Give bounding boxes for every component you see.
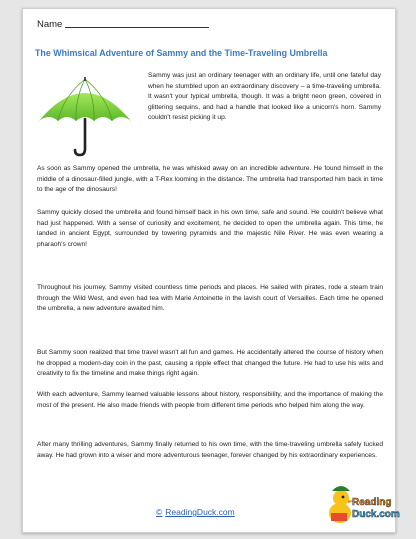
name-input-line[interactable] <box>65 26 209 28</box>
paragraph-2: As soon as Sammy opened the umbrella, he was whisked away on an incredible adventure. He found himself in the middle of a dinosaur-filled jungle, with a T-Rex looming in the distance. The umbrella had transported him back in time to the age of the dinosaurs! <box>37 165 383 194</box>
paragraph-1: Sammy was just an ordinary teenager with an ordinary life, until one fateful day when he stumbled upon an extraordinary discovery – a time-traveling umbrella. It wasn't your typical umbrella, though. It was a bright neon green, covered in glittering sequins, and had a handle that looked like a unicorn's horn. Sammy couldn't resist picking it up. <box>148 72 381 122</box>
logo-text-bottom: Duck.com <box>352 509 400 520</box>
story-title: The Whimsical Adventure of Sammy and the Time-Traveling Umbrella <box>35 48 328 58</box>
paragraph-3: Sammy quickly closed the umbrella and found himself back in his own time, safe and sound. He couldn't believe what had just happened. With a sense of curiosity and excitement, he decided to open the umbrella again. This time, he landed in ancient Egypt, surrounded by towering pyramids and the majestic Nile River. He was even wearing a pharaoh's crown! <box>37 209 383 248</box>
paragraph-7: After many thrilling adventures, Sammy finally returned to his own time, with the time-traveling umbrella safely tucked away. He had grown into a wiser and more adventurous teenager, forever changed by his extraordinary experiences. <box>37 441 383 459</box>
footer-link-row[interactable] <box>156 507 235 517</box>
worksheet-page <box>22 8 400 533</box>
paragraph-5: But Sammy soon realized that time travel wasn't all fun and games. He accidentally altered the course of history when he dropped a modern-day coin in the past, causing a ripple effect that changed the future. He had to use his wits and creativity to fix the timeline and make things right again. <box>37 349 383 378</box>
website-link[interactable]: ReadingDuck.com <box>165 507 235 517</box>
logo-text-top: Reading <box>352 497 392 508</box>
duck-logo-icon <box>327 479 400 527</box>
paragraph-6: With each adventure, Sammy learned valuable lessons about history, responsibility, and the importance of making the most of the present. He also made friends with people from different time periods who helped him along the way. <box>37 391 383 409</box>
paragraph-4: Throughout his journey, Sammy visited countless time periods and places. He sailed with pirates, rode a steam train through the Wild West, and even had tea with Marie Antoinette in the lavish court of Versailles. Each time he opened the umbrella, a new adventure awaited him. <box>37 284 383 313</box>
copyright-symbol: © <box>156 507 163 517</box>
name-label: Name <box>37 19 63 30</box>
umbrella-icon <box>35 73 135 159</box>
name-field-row <box>37 19 209 30</box>
